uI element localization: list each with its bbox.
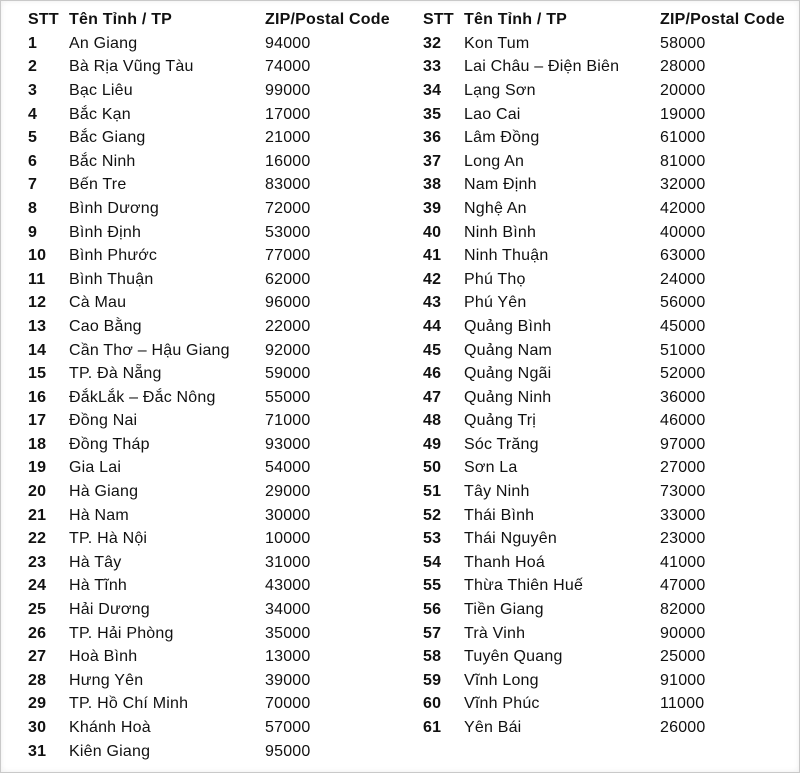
postal-code: 99000 bbox=[265, 81, 311, 99]
header-zip: ZIP/Postal Code bbox=[265, 11, 390, 28]
province-name: Kon Tum bbox=[464, 34, 530, 52]
row-number: 32 bbox=[423, 34, 442, 52]
row-number: 9 bbox=[28, 223, 38, 241]
row-number: 34 bbox=[423, 81, 442, 99]
postal-code: 21000 bbox=[265, 129, 311, 147]
postal-code: 63000 bbox=[660, 247, 706, 265]
row-number: 37 bbox=[423, 152, 442, 170]
province-name: Bến Tre bbox=[69, 176, 127, 194]
row-number: 13 bbox=[28, 317, 47, 335]
postal-code: 36000 bbox=[660, 388, 706, 406]
province-name: Bình Định bbox=[69, 223, 142, 241]
postal-code: 16000 bbox=[265, 152, 311, 170]
row-number: 14 bbox=[28, 341, 47, 359]
postal-code: 20000 bbox=[660, 81, 706, 99]
table-row bbox=[28, 174, 405, 198]
province-name: Đồng Nai bbox=[69, 412, 138, 430]
province-name: Hà Tĩnh bbox=[69, 577, 128, 595]
table-row bbox=[28, 480, 405, 504]
postal-code: 74000 bbox=[265, 58, 311, 76]
row-number: 11 bbox=[28, 270, 46, 288]
province-name: Lạng Sơn bbox=[464, 81, 536, 99]
table-row bbox=[423, 527, 800, 551]
table-row bbox=[423, 693, 800, 717]
row-number: 36 bbox=[423, 129, 442, 147]
row-number: 56 bbox=[423, 601, 442, 619]
province-name: Lai Châu – Điện Biên bbox=[464, 58, 620, 76]
province-name: ĐắkLắk – Đắc Nông bbox=[69, 388, 216, 406]
table-row bbox=[423, 716, 800, 740]
table-row bbox=[423, 504, 800, 528]
postal-code: 43000 bbox=[265, 577, 311, 595]
postal-code: 27000 bbox=[660, 459, 706, 477]
row-number: 41 bbox=[423, 247, 442, 265]
row-number: 12 bbox=[28, 294, 47, 312]
postal-code: 62000 bbox=[265, 270, 311, 288]
postal-code: 46000 bbox=[660, 412, 706, 430]
row-number: 17 bbox=[28, 412, 47, 430]
postal-code: 47000 bbox=[660, 577, 706, 595]
postal-code: 93000 bbox=[265, 435, 311, 453]
table-row bbox=[423, 669, 800, 693]
table-row bbox=[423, 433, 800, 457]
postal-code: 28000 bbox=[660, 58, 706, 76]
row-number: 15 bbox=[28, 365, 47, 383]
row-number: 4 bbox=[28, 105, 38, 123]
table-row bbox=[28, 457, 405, 481]
row-number: 46 bbox=[423, 365, 442, 383]
province-name: Quảng Ninh bbox=[464, 388, 552, 406]
table-row bbox=[423, 386, 800, 410]
province-name: Thái Bình bbox=[464, 506, 535, 524]
row-number: 54 bbox=[423, 553, 442, 571]
province-name: Gia Lai bbox=[69, 459, 122, 477]
table-row bbox=[28, 32, 405, 56]
row-number: 39 bbox=[423, 199, 442, 217]
table-row bbox=[28, 221, 405, 245]
postal-code: 77000 bbox=[265, 247, 311, 265]
row-number: 20 bbox=[28, 483, 47, 501]
postal-code: 59000 bbox=[265, 365, 311, 383]
province-name: Vĩnh Phúc bbox=[464, 695, 540, 713]
province-name: Quảng Ngãi bbox=[464, 365, 552, 383]
postal-code: 53000 bbox=[265, 223, 311, 241]
province-name: Phú Yên bbox=[464, 294, 527, 312]
table-row bbox=[28, 598, 405, 622]
table-row bbox=[28, 740, 405, 764]
province-name: Hoà Bình bbox=[69, 648, 138, 666]
table-row bbox=[28, 433, 405, 457]
province-name: Đồng Tháp bbox=[69, 435, 150, 453]
province-name: TP. Đà Nẵng bbox=[69, 365, 162, 383]
row-number: 38 bbox=[423, 176, 442, 194]
postal-code: 42000 bbox=[660, 199, 706, 217]
postal-code: 61000 bbox=[660, 129, 706, 147]
postal-code: 11000 bbox=[660, 695, 705, 713]
province-name: Tuyên Quang bbox=[464, 648, 563, 666]
postal-table-left bbox=[28, 8, 405, 763]
postal-code: 25000 bbox=[660, 648, 706, 666]
row-number: 50 bbox=[423, 459, 442, 477]
province-name: Quảng Trị bbox=[464, 412, 537, 430]
province-name: Lâm Đồng bbox=[464, 129, 540, 147]
table-row bbox=[423, 244, 800, 268]
postal-code: 92000 bbox=[265, 341, 311, 359]
row-number: 8 bbox=[28, 199, 38, 217]
province-name: Thái Nguyên bbox=[464, 530, 557, 548]
table-row bbox=[28, 645, 405, 669]
table-row bbox=[423, 315, 800, 339]
province-name: Quảng Nam bbox=[464, 341, 553, 359]
postal-code: 39000 bbox=[265, 671, 311, 689]
table-row bbox=[28, 197, 405, 221]
row-number: 19 bbox=[28, 459, 47, 477]
row-number: 2 bbox=[28, 58, 38, 76]
province-name: Nam Định bbox=[464, 176, 537, 194]
row-number: 18 bbox=[28, 435, 47, 453]
province-name: An Giang bbox=[69, 34, 138, 52]
postal-code: 91000 bbox=[660, 671, 706, 689]
table-row bbox=[423, 457, 800, 481]
row-number: 5 bbox=[28, 129, 38, 147]
row-number: 26 bbox=[28, 624, 47, 642]
header-province: Tên Tỉnh / TP bbox=[69, 11, 173, 28]
row-number: 28 bbox=[28, 671, 47, 689]
province-name: Bình Thuận bbox=[69, 270, 154, 288]
table-row bbox=[28, 268, 405, 292]
row-number: 35 bbox=[423, 105, 442, 123]
table-row bbox=[423, 645, 800, 669]
province-name: Tây Ninh bbox=[464, 483, 530, 501]
province-name: Quảng Bình bbox=[464, 317, 552, 335]
row-number: 47 bbox=[423, 388, 442, 406]
table-row bbox=[423, 150, 800, 174]
postal-code: 24000 bbox=[660, 270, 706, 288]
province-name: Hà Nam bbox=[69, 506, 129, 524]
row-number: 59 bbox=[423, 671, 442, 689]
table-row bbox=[423, 551, 800, 575]
province-name: Nghệ An bbox=[464, 199, 527, 217]
row-number: 7 bbox=[28, 176, 38, 194]
province-name: TP. Hà Nội bbox=[69, 530, 148, 548]
table-row bbox=[423, 480, 800, 504]
table-row bbox=[423, 79, 800, 103]
postal-code: 10000 bbox=[265, 530, 311, 548]
postal-code: 83000 bbox=[265, 176, 311, 194]
row-number: 60 bbox=[423, 695, 442, 713]
row-number: 45 bbox=[423, 341, 442, 359]
postal-code: 56000 bbox=[660, 294, 706, 312]
province-name: Hưng Yên bbox=[69, 671, 144, 689]
table-row bbox=[28, 410, 405, 434]
postal-code: 71000 bbox=[265, 412, 311, 430]
table-row bbox=[423, 575, 800, 599]
province-name: Bắc Ninh bbox=[69, 152, 136, 170]
province-name: Hà Giang bbox=[69, 483, 139, 501]
province-name: Sơn La bbox=[464, 459, 518, 477]
table-row bbox=[28, 56, 405, 80]
postal-code: 94000 bbox=[265, 34, 311, 52]
row-number: 24 bbox=[28, 577, 47, 595]
table-row bbox=[423, 410, 800, 434]
row-number: 16 bbox=[28, 388, 47, 406]
row-number: 3 bbox=[28, 81, 38, 99]
province-name: Phú Thọ bbox=[464, 270, 526, 288]
province-name: Bắc Kạn bbox=[69, 105, 131, 123]
row-number: 22 bbox=[28, 530, 47, 548]
table-row bbox=[423, 32, 800, 56]
postal-code: 58000 bbox=[660, 34, 706, 52]
table-row bbox=[423, 126, 800, 150]
table-row bbox=[423, 362, 800, 386]
table-row bbox=[423, 56, 800, 80]
row-number: 23 bbox=[28, 553, 47, 571]
row-number: 43 bbox=[423, 294, 442, 312]
row-number: 42 bbox=[423, 270, 442, 288]
table-row bbox=[28, 126, 405, 150]
province-name: Kiên Giang bbox=[69, 742, 151, 760]
postal-code: 22000 bbox=[265, 317, 311, 335]
row-number: 25 bbox=[28, 601, 47, 619]
province-name: Bà Rịa Vũng Tàu bbox=[69, 58, 194, 76]
postal-code: 34000 bbox=[265, 601, 311, 619]
postal-code: 35000 bbox=[265, 624, 311, 642]
province-name: Tiền Giang bbox=[464, 601, 544, 619]
table-row bbox=[423, 221, 800, 245]
postal-code: 72000 bbox=[265, 199, 311, 217]
postal-code: 32000 bbox=[660, 176, 706, 194]
table-row bbox=[28, 103, 405, 127]
row-number: 52 bbox=[423, 506, 442, 524]
row-number: 61 bbox=[423, 719, 442, 737]
province-name: Bình Dương bbox=[69, 199, 159, 217]
table-header bbox=[28, 8, 405, 32]
header-stt: STT bbox=[28, 11, 59, 28]
postal-code: 96000 bbox=[265, 294, 311, 312]
table-row bbox=[28, 575, 405, 599]
row-number: 6 bbox=[28, 152, 38, 170]
province-name: Bắc Giang bbox=[69, 129, 146, 147]
table-body-left bbox=[28, 32, 405, 763]
table-row bbox=[423, 622, 800, 646]
province-name: Sóc Trăng bbox=[464, 435, 539, 453]
row-number: 1 bbox=[28, 34, 38, 52]
postal-code: 97000 bbox=[660, 435, 706, 453]
table-row bbox=[28, 150, 405, 174]
table-row bbox=[28, 362, 405, 386]
row-number: 53 bbox=[423, 530, 442, 548]
row-number: 57 bbox=[423, 624, 442, 642]
table-row bbox=[423, 292, 800, 316]
row-number: 33 bbox=[423, 58, 442, 76]
row-number: 21 bbox=[28, 506, 47, 524]
postal-code: 26000 bbox=[660, 719, 706, 737]
province-name: Thừa Thiên Huế bbox=[464, 577, 584, 595]
postal-code: 33000 bbox=[660, 506, 706, 524]
postal-code: 52000 bbox=[660, 365, 706, 383]
table-row bbox=[28, 315, 405, 339]
postal-code: 54000 bbox=[265, 459, 311, 477]
table-row bbox=[28, 386, 405, 410]
table-row bbox=[423, 339, 800, 363]
postal-code: 31000 bbox=[265, 553, 311, 571]
province-name: Thanh Hoá bbox=[464, 553, 545, 571]
row-number: 31 bbox=[28, 742, 47, 760]
table-row bbox=[28, 551, 405, 575]
province-name: Yên Bái bbox=[464, 719, 522, 737]
row-number: 44 bbox=[423, 317, 442, 335]
province-name: Lao Cai bbox=[464, 105, 521, 123]
table-row bbox=[28, 244, 405, 268]
province-name: Cà Mau bbox=[69, 294, 127, 312]
province-name: Hải Dương bbox=[69, 601, 150, 619]
postal-code: 41000 bbox=[660, 553, 706, 571]
table-row bbox=[423, 197, 800, 221]
table-row bbox=[28, 339, 405, 363]
postal-code: 81000 bbox=[660, 152, 706, 170]
postal-code: 29000 bbox=[265, 483, 311, 501]
table-row bbox=[423, 174, 800, 198]
province-name: TP. Hồ Chí Minh bbox=[69, 695, 189, 713]
postal-code: 40000 bbox=[660, 223, 706, 241]
table-row bbox=[28, 504, 405, 528]
table-row bbox=[28, 79, 405, 103]
postal-code: 23000 bbox=[660, 530, 706, 548]
postal-code: 45000 bbox=[660, 317, 706, 335]
row-number: 49 bbox=[423, 435, 442, 453]
province-name: Vĩnh Long bbox=[464, 671, 539, 689]
postal-code: 90000 bbox=[660, 624, 706, 642]
postal-code: 13000 bbox=[265, 648, 311, 666]
postal-code: 95000 bbox=[265, 742, 311, 760]
postal-code: 51000 bbox=[660, 341, 706, 359]
row-number: 55 bbox=[423, 577, 442, 595]
province-name: TP. Hải Phòng bbox=[69, 624, 174, 642]
province-name: Trà Vinh bbox=[464, 624, 526, 642]
header-stt: STT bbox=[423, 11, 454, 28]
province-name: Ninh Thuận bbox=[464, 247, 549, 265]
province-name: Cần Thơ – Hậu Giang bbox=[69, 341, 230, 359]
row-number: 40 bbox=[423, 223, 442, 241]
row-number: 29 bbox=[28, 695, 47, 713]
province-name: Ninh Bình bbox=[464, 223, 537, 241]
row-number: 30 bbox=[28, 719, 47, 737]
table-row bbox=[423, 598, 800, 622]
table-row bbox=[28, 292, 405, 316]
table-header bbox=[423, 8, 800, 32]
postal-code: 55000 bbox=[265, 388, 311, 406]
table-row bbox=[28, 669, 405, 693]
table-row bbox=[28, 716, 405, 740]
table-body-right bbox=[423, 32, 800, 740]
row-number: 58 bbox=[423, 648, 442, 666]
province-name: Bạc Liêu bbox=[69, 81, 133, 99]
header-zip: ZIP/Postal Code bbox=[660, 11, 785, 28]
header-province: Tên Tỉnh / TP bbox=[464, 11, 568, 28]
postal-code: 70000 bbox=[265, 695, 311, 713]
table-row bbox=[28, 622, 405, 646]
postal-code: 17000 bbox=[265, 105, 311, 123]
postal-code: 82000 bbox=[660, 601, 706, 619]
row-number: 51 bbox=[423, 483, 442, 501]
province-name: Hà Tây bbox=[69, 553, 122, 571]
table-row bbox=[423, 268, 800, 292]
postal-table-right bbox=[423, 8, 800, 740]
row-number: 48 bbox=[423, 412, 442, 430]
table-row bbox=[28, 693, 405, 717]
row-number: 10 bbox=[28, 247, 47, 265]
province-name: Long An bbox=[464, 152, 525, 170]
postal-code: 19000 bbox=[660, 105, 706, 123]
row-number: 27 bbox=[28, 648, 47, 666]
table-row bbox=[423, 103, 800, 127]
table-row bbox=[28, 527, 405, 551]
province-name: Khánh Hoà bbox=[69, 719, 151, 737]
province-name: Bình Phước bbox=[69, 247, 158, 265]
postal-code: 30000 bbox=[265, 506, 311, 524]
postal-code: 73000 bbox=[660, 483, 706, 501]
postal-code: 57000 bbox=[265, 719, 311, 737]
province-name: Cao Bằng bbox=[69, 317, 142, 335]
